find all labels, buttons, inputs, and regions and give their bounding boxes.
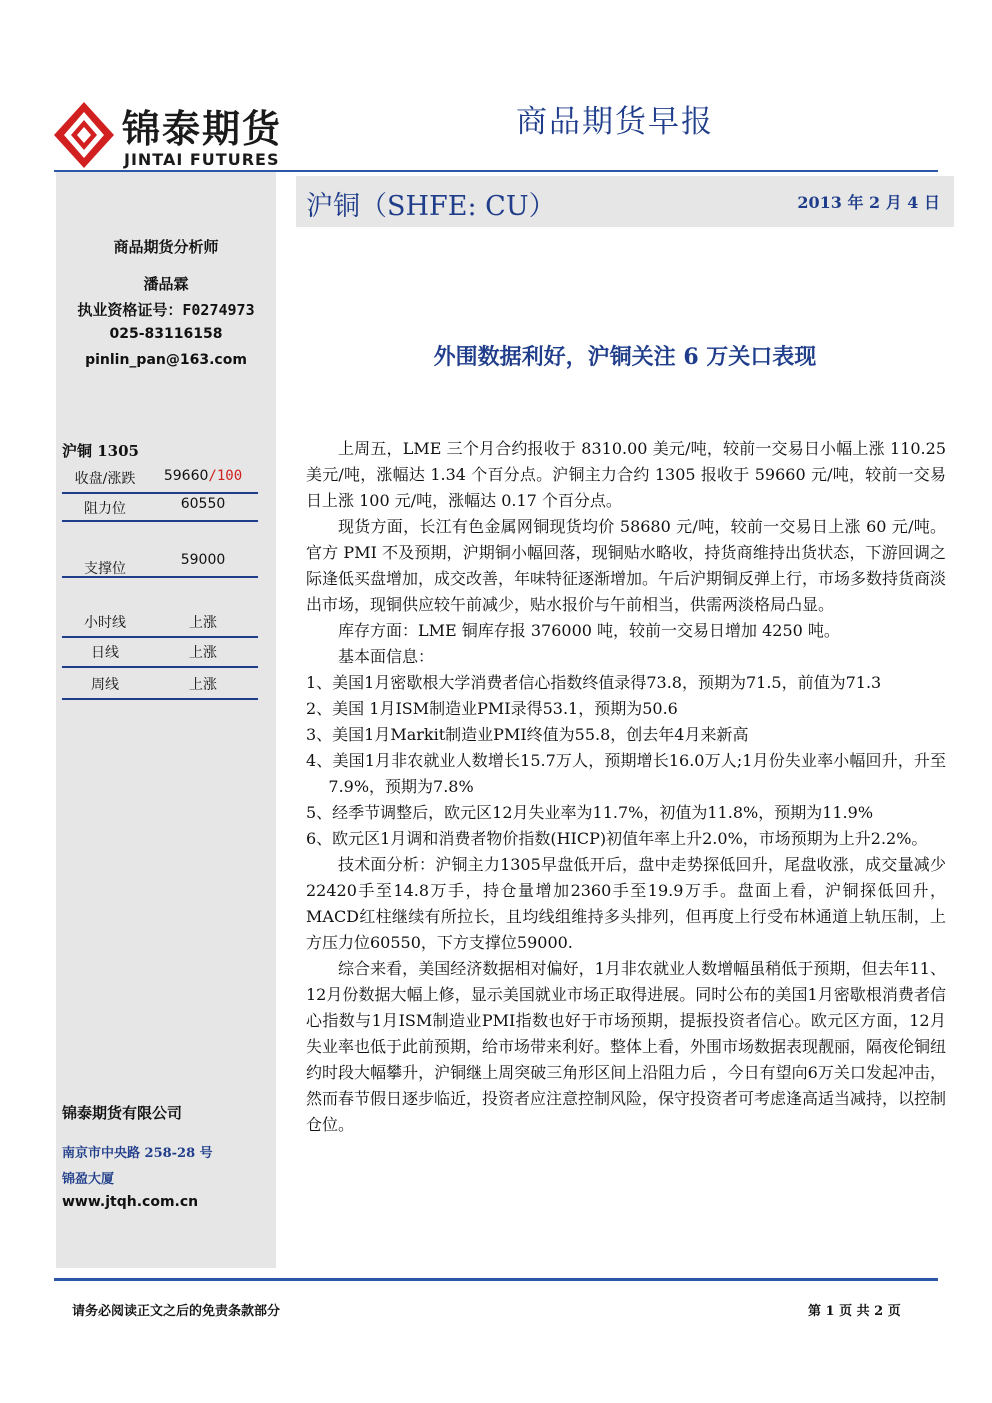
list-item: 3、美国1月Markit制造业PMI终值为55.8，创去年4月来新高 [306,725,749,744]
report-date: 2013 年 2 月 4 日 [797,193,940,212]
analyst-license: 执业资格证号：F0274973 [77,301,255,319]
weekly-value: 上涨 [189,677,217,693]
footer-divider [54,1278,938,1281]
company-address-line2: 锦盈大厦 [62,1172,115,1187]
analyst-name: 潘品霖 [143,275,189,293]
report-title: 商品期货早报 [516,104,714,140]
paragraph-inventory: 库存方面：LME 铜库存报 376000 吨，较前一交易日增加 4250 吨。 [338,621,840,640]
quote-row-hourly [62,608,258,638]
paragraph-technical: 技术面分析：沪铜主力1305早盘低开后，盘中走势探低回升，尾盘收涨，成交量减少22420手至14.8万手，持仓量增加2360手至19.9万手。盘面上看，沪铜探低回升， MACD红柱继续有所拉长，且均线组维持多头排列，但再度上行受布林通道上轨压制，上方压力位60550，下方支撑位59000. [306,855,946,952]
footer-disclaimer[interactable]: 请务必阅读正文之后的免责条款部分 [72,1304,281,1319]
quote-row-daily [62,638,258,668]
jintai-logo-icon [54,102,114,168]
analyst-title: 商品期货分析师 [113,238,219,256]
article-headline: 外围数据利好，沪铜关注 6 万关口表现 [433,344,817,370]
quote-row-weekly [62,668,258,700]
product-name: 沪铜（SHFE: CU） [306,191,556,222]
paragraph-summary: 综合来看，美国经济数据相对偏好，1月非农就业人数增幅虽稍低于预期，但去年11、12月份数据大幅上修，显示美国就业市场正取得进展。同时公布的美国1月密歇根消费者信心指数与1月ISM制造业PMI指数也好于市场预期，提振投资者信心。欧元区方面，12月失业率也低于此前预期，给市场带来利好。整体上看，外围市场数据表现靓丽，隔夜伦铜纽约时段大幅攀升，沪铜继上周突破三角形区间上沿阻力后 ，今日有望向6万关口发起冲击，然而春节假日逐步临近，投资者应注意控制风险，保守投资者可考虑逢高适当减持，以控制仓位。 [306,959,947,1134]
paragraph-market: 上周五，LME 三个月合约报收于 8310.00 美元/吨，较前一交易日小幅上涨 110.25 美元/吨，涨幅达 1.34 个百分点。沪铜主力合约 1305 报收于 59660 元/吨，较前一交易日上涨 100 元/吨，涨幅达 0.17 个百分点。 [306,439,946,510]
list-item: 2、美国 1月ISM制造业PMI录得53.1，预期为50.6 [306,699,678,718]
resistance-value: 60550 [180,496,226,512]
sidebar [56,172,276,1268]
product-bar [296,176,954,227]
support-label: 支撑位 [84,561,126,577]
quote-table [62,462,258,700]
close-label: 收盘/涨跌 [74,471,136,487]
page-number: 第 1 页 共 2 页 [808,1304,901,1319]
contract-name: 沪铜 1305 [62,442,139,460]
list-item: 5、经季节调整后，欧元区12月失业率为11.7%，初值为11.8%，预期为11.9% [306,803,874,822]
list-item: 4、美国1月非农就业人数增长15.7万人，预期增长16.0万人;1月份失业率小幅回升，升至7.9%，预期为7.8% [306,751,946,796]
paragraph-spot: 现货方面，长江有色金属网铜现货均价 58680 元/吨，较前一交易日上涨 60 元/吨。官方 PMI 不及预期，沪期铜小幅回落，现铜贴水略收，持货商维持出货状态，下游回调之际逢低买盘增加，成交改善，年味特征逐渐增加。午后沪期铜反弹上行，市场多数持货商淡出市场，现铜供应较午前减少，贴水报价与午前相当，供需两淡格局凸显。 [306,517,947,614]
close-value: 59660 [163,468,209,484]
support-value: 59000 [180,552,226,568]
weekly-label: 周线 [91,677,119,693]
logo-text-cn: 锦泰期货 [122,106,283,151]
hourly-value: 上涨 [189,615,217,631]
logo-text-en: JINTAI FUTURES [124,150,280,169]
close-value-group [148,468,258,484]
hourly-label: 小时线 [84,615,126,631]
change-value: /100 [208,468,243,484]
analyst-phone: 025-83116158 [109,326,223,342]
company-address-line1: 南京市中央路 258-28 号 [62,1146,213,1161]
company-name: 锦泰期货有限公司 [62,1104,183,1122]
daily-value: 上涨 [189,645,217,661]
quote-row-close [62,462,258,494]
quote-row-support-label [62,561,258,608]
paragraph-fundamentals-heading: 基本面信息： [338,647,435,666]
list-item: 6、欧元区1月调和消费者物价指数(HICP)初值年率上升2.0%，市场预期为上升2.2%。 [306,829,928,848]
company-website[interactable]: www.jtqh.com.cn [62,1194,199,1210]
analyst-email[interactable]: pinlin_pan@163.com [85,352,247,368]
company-logo [54,96,284,176]
article-body [306,436,946,1138]
daily-label: 日线 [91,645,119,661]
list-item: 1、美国1月密歇根大学消费者信心指数终值录得73.8，预期为71.5，前值为71.3 [306,673,882,692]
resistance-label: 阻力位 [84,501,126,517]
